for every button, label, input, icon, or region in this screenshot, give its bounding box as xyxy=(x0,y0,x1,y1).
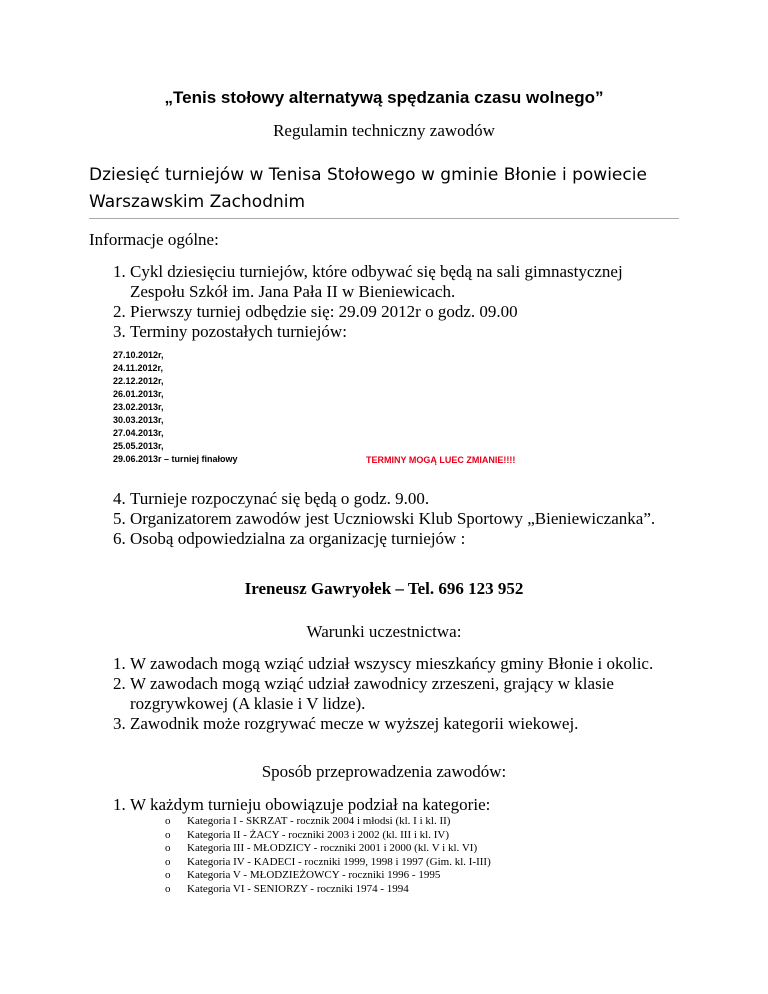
category-item xyxy=(165,842,491,856)
category-item xyxy=(165,869,491,883)
date-item: 23.02.2013r, xyxy=(113,402,164,412)
list-number: 3. xyxy=(113,714,126,733)
date-item: 26.01.2013r, xyxy=(113,389,164,399)
list-text: Zawodnik może rozgrywać mecze w wyższej kategorii wiekowej. xyxy=(130,714,579,733)
document-subtitle: Regulamin techniczny zawodów xyxy=(273,121,495,140)
circle-bullet-icon: o xyxy=(165,815,171,827)
general-info-list-b xyxy=(0,489,768,549)
list-number: 2. xyxy=(113,302,126,321)
category-item xyxy=(165,829,491,843)
method-label: Sposób przeprowadzenia zawodów: xyxy=(261,762,507,781)
list-item xyxy=(0,489,660,509)
category-item xyxy=(165,815,491,829)
list-number: 1. xyxy=(113,654,126,673)
method-list xyxy=(0,795,768,815)
list-number: 6. xyxy=(113,529,126,548)
list-item xyxy=(0,529,660,549)
list-item xyxy=(0,714,660,734)
list-text: Pierwszy turniej odbędzie się: 29.09 2012r o godz. 09.00 xyxy=(130,302,518,321)
list-text: W każdym turnieju obowiązuje podział na kategorie: xyxy=(130,795,491,814)
conditions-list xyxy=(0,654,768,734)
list-item xyxy=(0,262,660,302)
general-info-list-a xyxy=(0,262,768,342)
circle-bullet-icon: o xyxy=(165,869,171,881)
date-item: 30.03.2013r, xyxy=(113,415,164,425)
categories-list xyxy=(165,815,491,896)
conditions-label: Warunki uczestnictwa: xyxy=(306,622,462,641)
list-number: 3. xyxy=(113,322,126,341)
category-text: Kategoria V - MŁODZIEŻOWCY - roczniki 1996 - 1995 xyxy=(187,869,441,881)
circle-bullet-icon: o xyxy=(165,828,171,841)
circle-bullet-icon: o xyxy=(165,882,171,895)
date-item: 29.06.2013r – turniej finałowy xyxy=(113,454,238,464)
list-number: 2. xyxy=(113,674,126,693)
circle-bullet-icon: o xyxy=(165,855,171,868)
document-title: „Tenis stołowy alternatywą spędzania czasu wolnego” xyxy=(164,88,604,107)
tournament-heading: Dziesięć turniejów w Tenisa Stołowego w gminie Błonie i powiecie Warszawskim Zachodnim xyxy=(89,165,647,212)
date-item: 25.05.2013r, xyxy=(113,441,164,451)
list-text: W zawodach mogą wziąć udział zawodnicy zrzeszeni, grający w klasie rozgrywkowej (A klasie i V lidze). xyxy=(130,674,614,713)
list-item xyxy=(0,322,660,342)
list-item xyxy=(0,654,660,674)
date-item: 22.12.2012r, xyxy=(113,376,164,386)
list-item xyxy=(0,795,660,815)
category-text: Kategoria III - MŁODZICY - roczniki 2001 i 2000 (kl. V i kl. VI) xyxy=(187,842,478,854)
list-item xyxy=(0,302,660,322)
list-number: 4. xyxy=(113,489,126,508)
category-text: Kategoria IV - KADECI - roczniki 1999, 1998 i 1997 (Gim. kl. I-III) xyxy=(187,855,491,868)
contact-person: Ireneusz Gawryołek – Tel. 696 123 952 xyxy=(244,579,524,598)
category-text: Kategoria II - ŻACY - roczniki 2003 i 2002 (kl. III i kl. IV) xyxy=(187,828,449,841)
list-item xyxy=(0,509,660,529)
horizontal-divider xyxy=(89,218,679,219)
tournament-dates-list xyxy=(113,349,238,466)
list-text: Cykl dziesięciu turniejów, które odbywać się będą na sali gimnastycznej Zespołu Szkół im. Jana Pała II w Bieniewicach. xyxy=(130,262,623,301)
category-item xyxy=(165,856,491,870)
date-item: 24.11.2012r, xyxy=(113,363,164,373)
list-item xyxy=(0,674,660,714)
dates-warning: TERMINY MOGĄ LUEC ZMIANIE!!!! xyxy=(366,455,516,465)
category-item xyxy=(165,883,491,897)
category-text: Kategoria I - SKRZAT - rocznik 2004 i młodsi (kl. I i kl. II) xyxy=(187,815,451,827)
list-text: Terminy pozostałych turniejów: xyxy=(130,322,347,341)
date-item: 27.04.2013r, xyxy=(113,428,164,438)
list-number: 1. xyxy=(113,262,126,281)
circle-bullet-icon: o xyxy=(165,842,171,854)
list-text: W zawodach mogą wziąć udział wszyscy mieszkańcy gminy Błonie i okolic. xyxy=(130,654,654,673)
list-text: Organizatorem zawodów jest Uczniowski Klub Sportowy „Bieniewiczanka”. xyxy=(130,509,656,528)
general-info-label: Informacje ogólne: xyxy=(89,230,219,249)
category-text: Kategoria VI - SENIORZY - roczniki 1974 - 1994 xyxy=(187,882,409,895)
list-text: Turnieje rozpoczynać się będą o godz. 9.00. xyxy=(130,489,430,508)
date-item: 27.10.2012r, xyxy=(113,350,164,360)
list-number: 5. xyxy=(113,509,126,528)
list-number: 1. xyxy=(113,795,126,814)
list-text: Osobą odpowiedzialna za organizację turniejów : xyxy=(130,529,466,548)
